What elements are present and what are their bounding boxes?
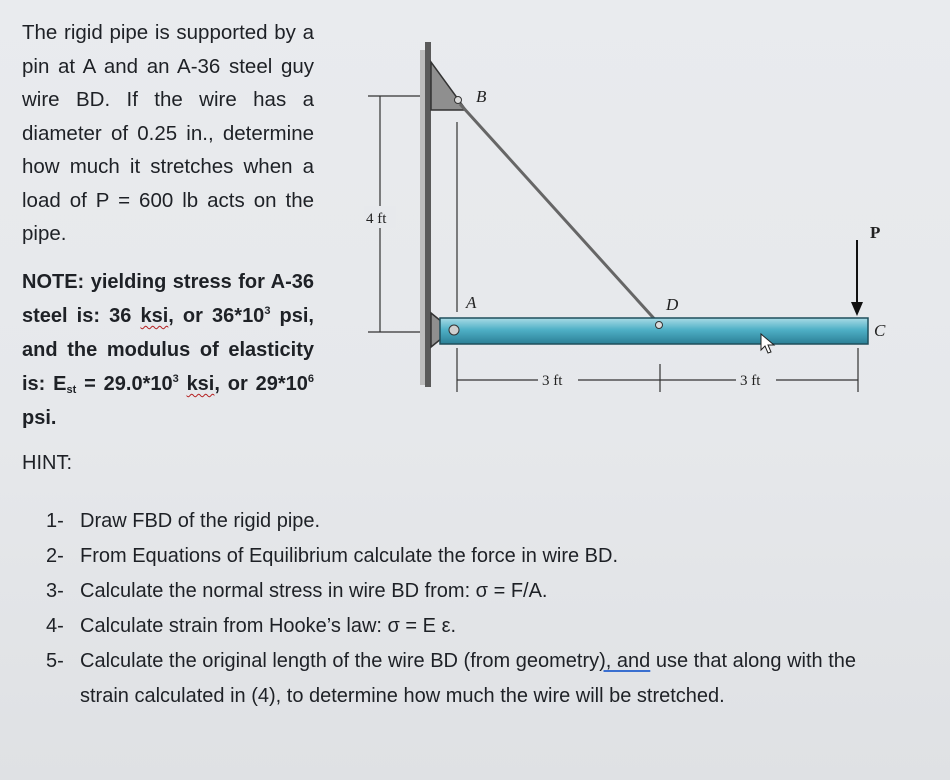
note-subscript: st — [66, 384, 77, 396]
problem-statement: The rigid pipe is supported by a pin at A and an A-36 steel guy wire BD. If the wire has a diameter of 0.25 in., determine how much it stretches when a load of P = 600 lb acts on the pipe. — [22, 21, 314, 245]
note-exponent-2: 3 — [172, 373, 179, 385]
hint-number: 2- — [46, 545, 64, 567]
support-mast-face — [420, 50, 425, 385]
pin-a — [449, 325, 459, 335]
label-b: B — [476, 87, 487, 106]
note-text-6: , or 29*10 — [214, 373, 308, 395]
hint-text: From Equations of Equilibrium calculate the force in wire BD. — [80, 545, 619, 567]
hint-item — [46, 609, 906, 644]
hint-text: Draw FBD of the rigid pipe. — [80, 510, 321, 532]
dim-3ft-right-label: 3 ft — [740, 373, 761, 389]
support-mast — [425, 42, 431, 387]
hint-number: 4- — [46, 615, 64, 637]
hint-number: 5- — [46, 650, 64, 672]
note-text-5 — [179, 373, 187, 395]
hint-title: HINT: — [22, 452, 72, 474]
hint-item — [46, 644, 906, 714]
label-d: D — [666, 295, 679, 314]
hint-number: 1- — [46, 510, 64, 532]
hint-5-part-a: Calculate the original length of the wire BD (from geometry — [80, 650, 600, 672]
note-ksi-1: ksi — [140, 305, 169, 327]
label-p: P — [870, 223, 881, 242]
note-text-3: psi, and the modulus of elasticity is: E — [22, 305, 314, 395]
dim-3ft-left-label: 3 ft — [542, 373, 563, 389]
guy-wire-bd — [460, 104, 659, 324]
hint-item — [46, 504, 906, 539]
hint-list — [46, 504, 906, 714]
hint-5-part-b: ), and — [599, 650, 651, 672]
hint-text: Calculate the normal stress in wire BD from: σ = F/A. — [80, 580, 548, 602]
rigid-pipe — [440, 318, 868, 344]
hint-item — [46, 574, 906, 609]
note-ksi-2: ksi — [186, 373, 215, 395]
note-text-2: , or 36*10 — [168, 305, 265, 327]
pin-b — [455, 97, 462, 104]
dim-4ft-label: 4 ft — [366, 211, 387, 227]
hint-5-part-c: use that along with the strain calculated in (4), to determine how much the wire will be stretched. — [80, 650, 856, 707]
label-a: A — [466, 293, 477, 312]
label-c: C — [874, 321, 886, 340]
note-text-7: psi. — [22, 407, 57, 429]
hint-number: 3- — [46, 580, 64, 602]
note-exponent-1: 3 — [264, 305, 271, 317]
pin-d — [656, 322, 663, 329]
hint-text: Calculate strain from Hooke’s law: σ = E ε. — [80, 615, 457, 637]
hint-item — [46, 539, 906, 574]
note-exponent-3: 6 — [307, 373, 314, 385]
note-paragraph — [22, 265, 314, 435]
load-p-arrowhead — [851, 302, 863, 316]
pipe-diagram — [360, 30, 920, 410]
hint-text — [80, 644, 906, 714]
note-text-4: = 29.0*10 — [76, 373, 173, 395]
note-text-1: NOTE: yielding stress for A-36 steel is: 36 — [22, 271, 314, 327]
